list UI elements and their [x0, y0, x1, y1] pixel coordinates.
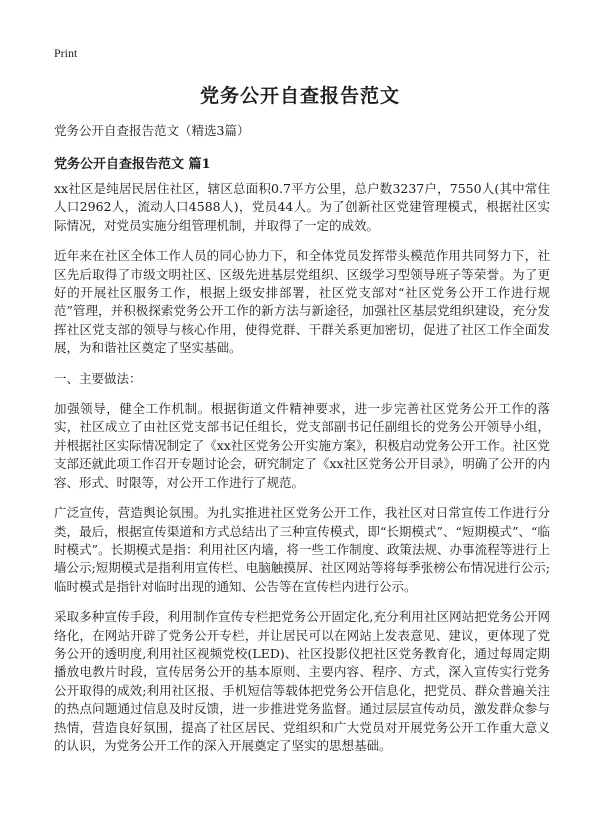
- paragraph-methods: 采取多种宣传手段，利用制作宣传专栏把党务公开固定化,充分利用社区网站把党务公开网络化，在网站开辟了党务公开专栏，并让居民可以在网站上发表意见、建议，更体现了党务公开的透明度,利用社区视频党校(LED)、社区投影仪把社区党务教育化，通过每周定期播放电教片时段，宣传居务公开的基本原则、主要内容、程序、方式，深入宣传实行党务公开取得的成效;利用社区报、手机短信等载体把党务公开信息化，把党员、群众普遍关注的热点问题通过信息及时反馈，进一步推进党务监督。通过层层宣传动员，激发群众参与热情，营造良好氛围，提高了社区居民、党组织和广大党员对开展党务公开工作重大意义的认识，为党务公开工作的深入开展奠定了坚实的思想基础。: [54, 609, 550, 753]
- paragraph-leadership: 加强领导，健全工作机制。根据街道文件精神要求，进一步完善社区党务公开工作的落实，社区成立了由社区党支部书记任组长，党支部副书记任副组长的党务公开领导小组，并根据社区实际情况制定了《xx社区党务公开实施方案》，积极启动党务公开工作。社区党支部还就此项工作召开专题讨论会，研究制定了《xx社区党务公开目录》，明确了公开的内容、形式、时限等，对公开工作进行了规范。: [54, 401, 550, 490]
- paragraph-intro: xx社区是纯居民居住社区，辖区总面积0.7平方公里，总户数3237户，7550人(其中常住人口2962人，流动人口4588人)，党员44人。为了创新社区党建管理模式，根据社区实际情况，对党员实施分组管理机制，并取得了一定的成效。: [54, 181, 550, 233]
- page-title: 党务公开自查报告范文: [199, 85, 400, 107]
- document-subtitle: 党务公开自查报告范文（精选3篇）: [54, 123, 250, 138]
- paragraph-achievements: 近年来在社区全体工作人员的同心协力下，和全体党员发挥带头模范作用共同努力下，社区先后取得了市级文明社区、区级先进基层党组织、区级学习型领导班子等荣誉。为了更好的开展社区服务工作，根据上级安排部署，社区党支部对“社区党务公开工作进行规范”管理，并积极探索党务公开工作的新方法与新途径，加强社区基层党组织建设，充分发挥社区党支部的领导与核心作用，使得党群、干群关系更加密切，促进了社区工作全面发展，为和谐社区奠定了坚实基础。: [54, 248, 550, 356]
- document-body: [54, 180, 550, 767]
- section-heading: 党务公开自查报告范文 篇1: [54, 157, 211, 172]
- print-label[interactable]: Print: [54, 46, 78, 60]
- paragraph-publicity: 广泛宣传，营造舆论氛围。为扎实推进社区党务公开工作，我社区对日常宣传工作进行分类，最后，根据宣传渠道和方式总结出了三种宣传模式，即“长期模式”、“短期模式”、“临时模式”。长期模式是指：利用社区内墙，将一些工作制度、政策法规、办事流程等进行上墙公示;短期模式是指利用宣传栏、电脑触摸屏、社区网站等将每季张榜公布情况进行公示;临时模式是指针对临时出现的通知、公告等在宣传栏内进行公示。: [54, 505, 550, 594]
- paragraph-main-measures-heading: 一、主要做法：: [54, 370, 142, 386]
